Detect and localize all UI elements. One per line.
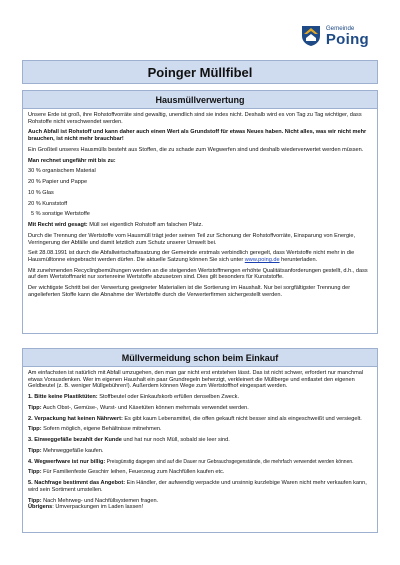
- section-hausmuellverwertung: [22, 90, 378, 334]
- list-item: 20 % Kunststoff: [28, 200, 68, 207]
- rule-title: 1. Bitte keine Plastiktüten:: [28, 393, 98, 400]
- list-item: 30 % organischem Material: [28, 168, 96, 175]
- rule-1: [28, 394, 372, 401]
- tip-label: Tipp:: [28, 469, 42, 476]
- list-item: 10 % Glas: [28, 189, 54, 196]
- website-link[interactable]: www.poing.de: [244, 256, 280, 263]
- paragraph: [28, 222, 372, 229]
- list-intro: Man rechnet ungefähr mit bis zu:: [28, 157, 116, 164]
- tip-text: Auch Obst-, Gemüse-, Wurst- und Käsetüten können mehrmals verwendet werden.: [41, 404, 249, 411]
- tip-label: Tipp:: [28, 447, 42, 454]
- rule-4: [28, 459, 372, 466]
- logo-town-name: Poing: [325, 31, 369, 48]
- paragraph: Ein Großteil unseres Hausmülls besteht aus Stoffen, die zu schade zum Wegwerfen sind und deshalb wiederverwertet werden müssen.: [28, 146, 364, 153]
- tip-text: Für Familienfeste Geschirr leihen, Feuerzeug zum Nachfüllen kaufen etc.: [41, 469, 225, 476]
- section-heading: Müllvermeidung schon beim Einkauf: [23, 349, 377, 367]
- rule-title: 3. Einweggefäße bezahlt der Kunde: [28, 437, 122, 444]
- rule-title: 5. Nachfrage bestimmt das Angebot:: [28, 480, 126, 487]
- tip-text: : Umverpackungen im Laden lassen!: [52, 504, 144, 511]
- list-item: 5 % sonstige Wertstoffe: [31, 211, 90, 218]
- rule-title: 2. Verpackung hat keinen Nährwert:: [28, 415, 123, 422]
- coat-of-arms-icon: [301, 25, 321, 47]
- gemeinde-poing-logo: [301, 25, 369, 47]
- paragraph: Der wichtigste Schritt bei der Verwertung geeigneter Materialien ist die Sortierung im Haushalt. Nur bei sorgfältigster Trennung der angelieferten Stoffe kann die Abnahme der Wertstoffe durch die Verwerterfirmen sichergestellt werden.: [28, 285, 351, 298]
- emphasis: Mit Recht wird gesagt:: [28, 222, 88, 229]
- rule-3: [28, 437, 372, 444]
- page-title: Poinger Müllfibel: [22, 60, 378, 84]
- tip-6: [28, 504, 372, 511]
- tip-3: [28, 448, 372, 455]
- section-muellvermeidung: [22, 348, 378, 533]
- tip-4: [28, 469, 372, 476]
- paragraph: Am einfachsten ist natürlich mit Abfall umzugehen, den man gar nicht erst entstehen lässt. Das ist nicht schwer, erfordert nur manchmal etwas Vorausdenken. Wer im eigenen Haushalt ein paar Grundregeln beherzigt, verkleinert die Müllberge und entlastet den eigenen Geldbeutel (z. B. weniger Müllgebühren!). Außerdem können Wege zum Wertstoffhof eingespart werden.: [28, 370, 364, 390]
- paragraph: [28, 250, 372, 263]
- rule-5: [28, 480, 372, 493]
- tip-text: Mehrweggefäße kaufen.: [41, 447, 104, 454]
- tip-label: Tipp:: [28, 426, 42, 433]
- list-item: 20 % Papier und Pappe: [28, 179, 88, 186]
- tip-text: Sofern möglich, eigene Behältnisse mitnehmen.: [41, 426, 162, 433]
- text: herunterladen.: [279, 256, 318, 263]
- tip-label: Tipp:: [28, 497, 42, 504]
- rule-2: [28, 416, 372, 423]
- tip-2: [28, 426, 372, 433]
- paragraph: Unsere Erde ist groß, ihre Rohstoffvorräte sind gewaltig, unendlich sind sie indes nicht. Deshalb wird es von Tag zu Tag wichtiger, dass Rohstoffe nicht verschwendet werden.: [28, 112, 362, 125]
- logo-municipality-label: Gemeinde: [325, 25, 355, 32]
- rule-text: Preisgünstig dagegen sind auf die Dauer nur Gebrauchsgegenstände, die mehrfach verwendet werden können.: [105, 458, 354, 465]
- paragraph-bold: Auch Abfall ist Rohstoff und kann daher auch einen Wert als Grundstoff für etwas Neues haben. Nicht alles, was wir nicht mehr brauchen, ist nicht mehr brauchbar!: [28, 129, 367, 142]
- rule-title: 4. Wegwerfware ist nur billig:: [28, 458, 106, 465]
- rule-text: Es gibt kaum Lebensmittel, die offen gekauft nicht besser sind als eingeschweißt und versiegelt.: [122, 415, 362, 422]
- text: Seit 28.08.1991 ist durch die Abfallwirtschaftssatzung der Gemeinde erstmals verbindlich geregelt, dass Wertstoffe nicht mehr in die Hausmülltonne eingebracht werden dürfen. Die aktuelle Satzung können Sie sich unter: [28, 250, 355, 263]
- tip-label: Tipp:: [28, 404, 42, 411]
- tip-1: [28, 405, 372, 412]
- text: Müll sei eigentlich Rohstoff am falschen Platz.: [87, 222, 203, 229]
- rule-text: Stoffbeutel oder Einkaufskorb erfüllen denselben Zweck.: [97, 393, 240, 400]
- section-heading: Hausmüllverwertung: [23, 91, 377, 109]
- tip-label: Übrigens: [28, 504, 53, 511]
- rule-text: Ein Händler, der aufwendig verpackte und unsinnig kurzlebige Waren nicht mehr verkaufen kann, wird sein Sortiment umstellen.: [28, 480, 367, 493]
- paragraph: Durch die Trennung der Wertstoffe vom Hausmüll trägt jeder seinen Teil zur Schonung der Rohstoffvorräte, Einsparung von Energie, Verringerung der Abfälle und damit letztlich zum Schutz unserer Umwelt bei.: [28, 233, 355, 246]
- tip-text: Nach Mehrweg- und Nachfüllsystemen fragen.: [41, 497, 159, 504]
- rule-text: und hat nur noch Müll, sobald sie leer sind.: [121, 437, 230, 444]
- paragraph: Mit zunehmenden Recyclingbemühungen werden an die steigenden Wertstoffmengen erhöhte Qualitätsanforderungen gestellt, d.h., dass auf dem Wertstoffmarkt nur sortenreine Wertstoffe abzusetzen sind. Dies gilt besonders für Kunststoffe.: [28, 267, 368, 281]
